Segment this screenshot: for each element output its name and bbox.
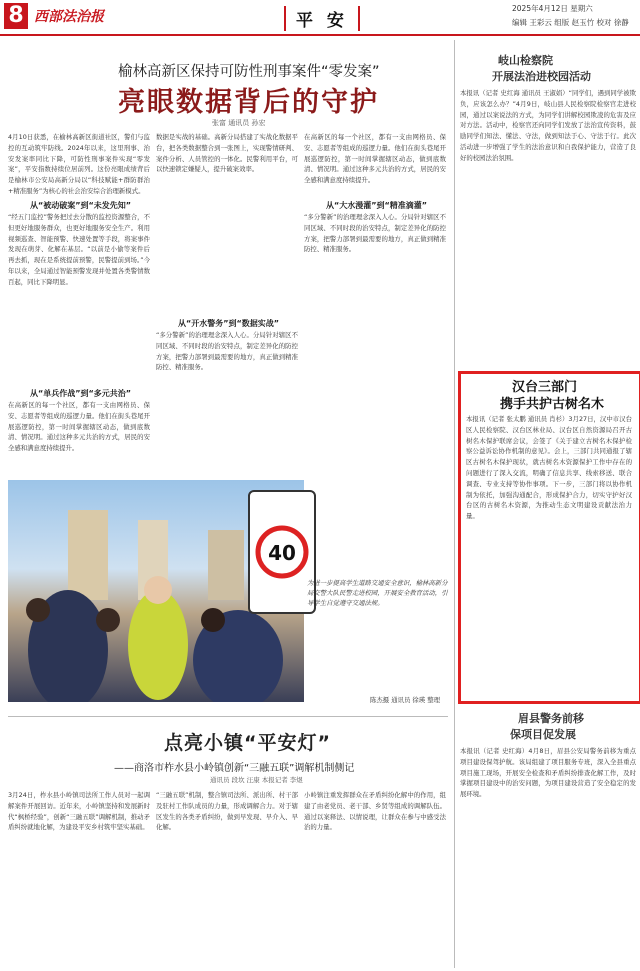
- right-story1-title-1: 岐山检察院: [498, 54, 553, 67]
- lead-column-4: 数据是实战的基础。高新分局搭建了实战化数据平台，把各类数据整合到一张图上，实现警情研判、案件分析、人员管控的一体化。民警利用平台，可以快速锁定嫌疑人，提升破案效率。: [156, 133, 298, 174]
- right-story3-title-1: 眉县警务前移: [518, 712, 584, 725]
- featured-title-1: 汉台三部门: [512, 380, 578, 395]
- paper-name: 西部法治报: [34, 9, 104, 25]
- lead-subhead-3: 从“开水警务”到“数据实战”: [178, 319, 280, 328]
- lead-subhead-2: 从“单兵作战”到“多元共治”: [30, 389, 132, 398]
- lead-column-3: 在高新区的每一个社区，都有一支由网格员、保安、志愿者等组成的巡逻力量。他们在街头巷尾开展巡逻防控，第一时间掌握辖区动态，做到底数清、情况明。通过这种多元共治的方式，居民的安全感和满意度持续提升。: [8, 401, 150, 453]
- second-byline: 通讯员 段坎 汪康 本报记者 李煜: [210, 776, 303, 784]
- lead-column-1: 4月10日获悉，在榆林高新区街道社区，警们与监控的互动筑牢防线。2024年以来，这里刑事、治安发案率同比下降，可防性刑事案件实现“零发案”，平安指数持续位居前列。这份亮眼成绩背后是榆林市公安局高新分局以“科技赋能+群防群治+精准服务”为核心的社会治安综合治理新模式。: [8, 133, 150, 195]
- issue-date: 2025年4月12日 星期六: [512, 4, 593, 13]
- speed-limit-sign: [248, 490, 316, 614]
- second-subtitle: ——商洛市柞水县小岭镇创新“三融五联”调解机制侧记: [114, 763, 355, 774]
- lead-subhead-1: 从“被动破案”到“未发先知”: [30, 201, 132, 210]
- photo-credit: 陈杰摄 通讯员 徐瑛 整理: [370, 696, 440, 704]
- lead-kicker: 榆林高新区保持可防性刑事案件“零发案”: [118, 64, 380, 80]
- featured-title-2: 携手共护古树名木: [500, 397, 605, 412]
- column-divider: [454, 40, 455, 968]
- featured-body: 本报讯（记者 张太鹏 通讯员 肖杉）3月27日，汉中市汉台区人民检察院、汉台区林业局、汉台区自然资源局召开古树名木保护联席会议，会签了《关于建立古树名木保护检察公益诉讼协作机制的意见》。会上，三部门共同通报了辖区古树名木保护现状，就古树名木资源保护工作中存在的问题进行了深入交流，明确了信息共享、线索移送、联合调查、专业支持等协作事项。下一步，三部门将以协作机制为依托，加强沟通配合，形成保护合力，切实守护好汉台区的古树名木资源，为推动生态文明建设贡献法治力量。: [466, 415, 632, 521]
- section-title: 平 安: [284, 6, 360, 31]
- lead-column-7: “多分警新”的治理理念深入人心。分局针对辖区不同区域、不同时段的治安特点，制定差异化的防控方案，把警力部署到最需要的地方，真正做到精准防控、精准服务。: [304, 213, 446, 254]
- lead-column-6: 在高新区的每一个社区，都有一支由网格员、保安、志愿者等组成的巡逻力量。他们在街头巷尾开展巡逻防控，第一时间掌握辖区动态，做到底数清、情况明。通过这种多元共治的方式，居民的安全感和满意度持续提升。: [304, 133, 446, 185]
- lead-headline: 亮眼数据背后的守护: [118, 87, 379, 118]
- lead-byline: 张富 通讯员 孙宏: [212, 119, 266, 127]
- right-story1-body: 本报讯（记者 史红海 通讯员 王淑娟）“同学们，遇到同学被欺负，应该怎么办？”4月9日，岐山县人民检察院检察官走进校园，通过以案说法的方式，为同学们讲解校园欺凌的危害及应对方法。活动中，检察官还向同学们发放了法治宣传资料，鼓励同学们知法、懂法、守法，做到知法于心、守法于行。此次活动进一步增强了学生的法治意识和自我保护能力，营造了良好的校园法治氛围。: [460, 89, 636, 162]
- second-column-3: 小岭镇注重发挥群众在矛盾纠纷化解中的作用，组建了由老党员、老干部、乡贤等组成的调解队伍。通过以案释法、以情说理，让群众在参与中感受法治的力量。: [304, 791, 446, 832]
- sign-text: 40: [268, 541, 296, 565]
- right-story1-title-2: 开展法治进校园活动: [492, 70, 591, 83]
- second-column-2: “三融五联”机制，整合镇司法所、派出所、村干部及驻村工作队成员的力量，形成调解合力。对于辖区发生的各类矛盾纠纷，做到早发现、早介入、早化解。: [156, 791, 298, 832]
- photo-caption: 为进一步提高学生道路交通安全意识，榆林高新分局交警大队民警走进校园，开展安全教育活动，引导学生自觉遵守交通法规。: [307, 579, 448, 607]
- second-column-1: 3月24日，柞水县小岭镇司法所工作人员对一起调解案件开展回访。近年来，小岭镇坚持和发展新时代“枫桥经验”，创新“三融五联”调解机制，推动矛盾纠纷就地化解，为建设平安乡村筑牢坚实基础。: [8, 791, 150, 832]
- divider: [8, 716, 448, 717]
- lead-column-5: “多分警新”的治理理念深入人心。分局针对辖区不同区域、不同时段的治安特点，制定差异化的防控方案，把警力部署到最需要的地方，真正做到精准防控、精准服务。: [156, 331, 298, 372]
- second-headline: 点亮小镇“平安灯”: [164, 732, 331, 754]
- lead-subhead-4: 从“大水漫灌”到“精准滴灌”: [326, 201, 428, 210]
- editor-credits: 编辑 王彩云 组版 赵玉竹 校对 徐静: [512, 18, 629, 27]
- lead-column-2: “经五门监控”警务把过去分散的监控资源整合，不但更好地服务群众，也更好地服务安全生产。利用视频巡查、智能预警、快速处置等手段，将案事件发现在萌芽、化解在基层。“以前是小偷等案件后再去抓，现在是系统提前预警，民警提前到场。”今年以来，全局通过智能预警发现并处置各类警情数百起，同比下降明显。: [8, 213, 150, 286]
- page-number: 8: [4, 3, 28, 29]
- right-story3-title-2: 保项目促发展: [510, 728, 576, 741]
- speed-limit-icon: [250, 492, 314, 612]
- right-story3-body: 本报讯（记者 史红海）4月8日，眉县公安局警务前移为重点项目建设保驾护航。该局组建了项目服务专班，深入全县重点项目施工现场，开展安全检查和矛盾纠纷排查化解工作，及时掌握项目建设中的治安问题，为项目建设营造了安全稳定的发展环境。: [460, 747, 636, 799]
